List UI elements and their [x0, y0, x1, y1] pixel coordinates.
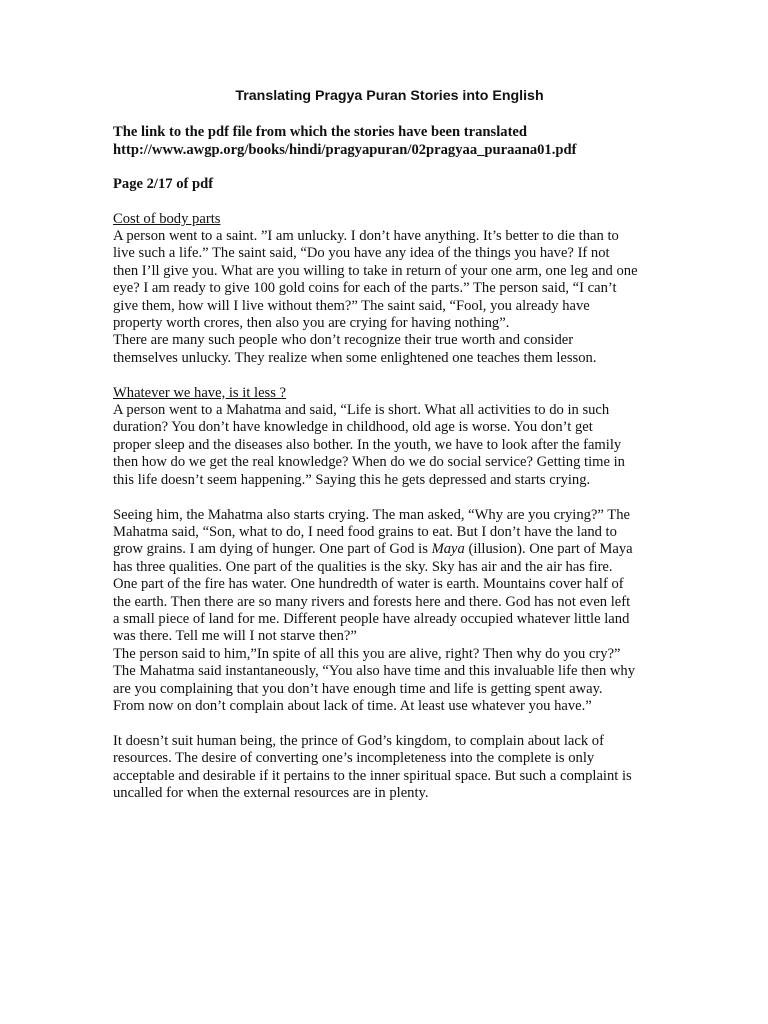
story-line: One part of the fire has water. One hundredth of water is earth. Mountains cover half of	[113, 576, 624, 593]
text-run: (illusion). One part of Maya	[464, 541, 633, 558]
story-heading: Cost of body parts	[113, 210, 221, 227]
page-reference: Page 2/17 of pdf	[113, 176, 214, 193]
story-line: a small piece of land for me. Different people have already occupied whatever little land	[113, 610, 630, 627]
story-heading: Whatever we have, is it less ?	[113, 384, 287, 401]
story-line: has three qualities. One part of the qualities is the sky. Sky has air and the air has fire.	[113, 558, 613, 575]
story-line: The person said to him,”In spite of all this you are alive, right? Then why do you cry?”	[113, 645, 621, 662]
story-line: then I’ll give you. What are you willing to take in return of your one arm, one leg and one	[113, 262, 638, 279]
story-line: The Mahatma said instantaneously, “You also have time and this invaluable life then why	[113, 663, 636, 680]
story-whatever-we-have	[113, 385, 663, 803]
story-line: There are many such people who don’t recognize their true worth and consider	[113, 332, 574, 349]
story-line: then how do we get the real knowledge? When do we do social service? Getting time in	[113, 454, 625, 471]
source-url: http://www.awgp.org/books/hindi/pragyapuran/02pragyaa_puraana01.pdf	[113, 141, 577, 158]
paragraph-gap	[113, 715, 663, 732]
story-line: From now on don’t complain about lack of time. At least use whatever you have.”	[113, 697, 592, 714]
text-run: grow grains. I am dying of hunger. One part of God is	[113, 541, 432, 558]
story-line: live such a life.” The saint said, “Do you have any idea of the things you have? If not	[113, 245, 610, 262]
story-line: property worth crores, then also you are crying for having nothing”.	[113, 315, 510, 332]
source-link-block	[113, 124, 663, 159]
story-line: was there. Tell me will I not starve then?”	[113, 628, 357, 645]
story-line: It doesn’t suit human being, the prince of God’s kingdom, to complain about lack of	[113, 732, 604, 749]
paragraph-gap	[113, 367, 663, 384]
story-line: Mahatma said, “Son, what to do, I need food grains to eat. But I don’t have the land to	[113, 523, 617, 540]
story-line: A person went to a Mahatma and said, “Life is short. What all activities to do in such	[113, 402, 610, 419]
story-line: Seeing him, the Mahatma also starts crying. The man asked, “Why are you crying?” The	[113, 506, 630, 523]
story-line: are you complaining that you don’t have enough time and life is getting spent away.	[113, 680, 603, 697]
story-line	[113, 541, 663, 558]
document-page	[113, 88, 663, 802]
paragraph-gap	[113, 489, 663, 506]
story-line: eye? I am ready to give 100 gold coins for each of the parts.” The person said, “I can’t	[113, 280, 617, 297]
story-line: give them, how will I live without them?” The saint said, “Fool, you already have	[113, 297, 590, 314]
story-line: uncalled for when the external resources are in plenty.	[113, 784, 429, 801]
story-line: this life doesn’t seem happening.” Saying this he gets depressed and starts crying.	[113, 471, 591, 488]
link-intro: The link to the pdf file from which the stories have been translated	[113, 124, 528, 141]
story-line: acceptable and desirable if it pertains to the inner spiritual space. But such a complaint is	[113, 767, 632, 784]
story-line: A person went to a saint. ”I am unlucky. I don’t have anything. It’s better to die than to	[113, 228, 619, 245]
story-cost-of-body-parts	[113, 211, 663, 368]
story-line: the earth. Then there are so many rivers and forests here and there. God has not even left	[113, 593, 631, 610]
story-line: themselves unlucky. They realize when some enlightened one teaches them lesson.	[113, 349, 597, 366]
emphasis-maya: Maya	[431, 541, 465, 558]
document-title: Translating Pragya Puran Stories into English	[235, 88, 544, 104]
story-line: duration? You don’t have knowledge in childhood, old age is worse. You don’t get	[113, 419, 593, 436]
story-line: proper sleep and the diseases also bother. In the youth, we have to look after the family	[113, 436, 622, 453]
story-line: resources. The desire of converting one’s incompleteness into the complete is only	[113, 750, 595, 767]
